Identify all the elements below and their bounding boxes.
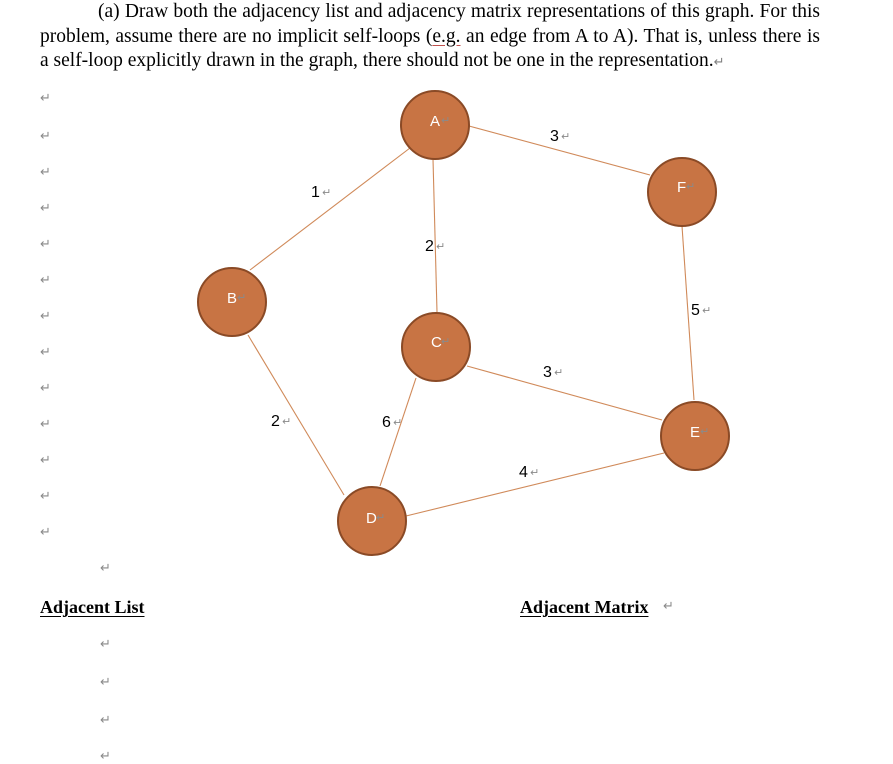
paragraph-mark: ↵ [554,366,564,379]
paragraph-mark: ↵ [530,466,540,479]
edge-D-E [406,453,664,516]
edge-C-E [467,366,662,420]
paragraph-mark: ↵ [713,55,725,70]
paragraph-mark: ↵ [441,114,451,127]
edge-C-D [380,378,416,486]
paragraph-mark: ↵ [40,417,51,432]
adjacency-matrix-heading: Adjacent Matrix [520,597,649,617]
paragraph-mark: ↵ [100,675,111,690]
node-B [198,268,266,336]
node-C [402,313,470,381]
paragraph-mark: ↵ [40,165,51,180]
node-F [648,158,716,226]
paragraph-mark: ↵ [100,749,111,764]
paragraph-mark: ↵ [40,129,51,144]
paragraph-mark: ↵ [561,130,571,143]
node-label-B: B [227,290,238,307]
paragraph-mark: ↵ [436,240,446,253]
node-D [338,487,406,555]
edge-B-D [248,335,344,495]
node-label-F: F [677,179,687,196]
paragraph-mark: ↵ [376,511,386,524]
node-E [661,402,729,470]
paragraph-mark: ↵ [40,309,51,324]
edge-A-C [433,159,437,312]
paragraph-mark: ↵ [40,273,51,288]
node-label-C: C [431,334,442,351]
edge-A-B [250,148,410,270]
node-label-D: D [366,510,377,527]
paragraph-mark: ↵ [322,186,332,199]
paragraph-mark: ↵ [282,415,292,428]
edge-weight-C-E: 3 [543,364,552,381]
paragraph-mark: ↵ [40,91,51,106]
problem-text-part2: an edge from A to A). That is, unless there is a self-loop explicitly drawn in the graph, there should not be one in the representation. [40,25,820,71]
paragraph-mark: ↵ [441,335,451,348]
eg-abbreviation: e.g. [432,25,461,47]
edge-A-F [469,126,650,175]
node-A [401,91,469,159]
paragraph-mark: ↵ [100,713,111,728]
edge-weight-F-E: 5 [691,302,700,319]
problem-text-part1: (a) Draw both the adjacency list and adjacency matrix representations of this graph. For this problem, assume there are no implicit self-loops ( [40,1,820,47]
paragraph-mark: ↵ [393,416,403,429]
paragraph-mark: ↵ [40,345,51,360]
adjacency-list-heading: Adjacent List [40,597,145,617]
paragraph-mark: ↵ [40,453,51,468]
paragraph-mark: ↵ [40,525,51,540]
edge-weight-B-D: 2 [271,413,280,430]
edge-weight-A-C: 2 [425,238,434,255]
paragraph-mark: ↵ [702,304,712,317]
edge-weight-A-B: 1 [311,184,320,201]
paragraph-mark: ↵ [686,180,696,193]
edge-weight-D-E: 4 [519,464,528,481]
paragraph-mark: ↵ [40,381,51,396]
paragraph-mark: ↵ [237,291,247,304]
paragraph-mark: ↵ [100,637,111,652]
node-label-A: A [430,113,441,130]
edge-weight-C-D: 6 [382,414,391,431]
paragraph-mark: ↵ [40,489,51,504]
edge-weight-A-F: 3 [550,128,559,145]
paragraph-mark: ↵ [700,425,710,438]
paragraph-mark: ↵ [100,561,111,576]
paragraph-mark: ↵ [663,599,674,614]
paragraph-mark: ↵ [40,237,51,252]
node-label-E: E [690,424,701,441]
paragraph-mark: ↵ [40,201,51,216]
